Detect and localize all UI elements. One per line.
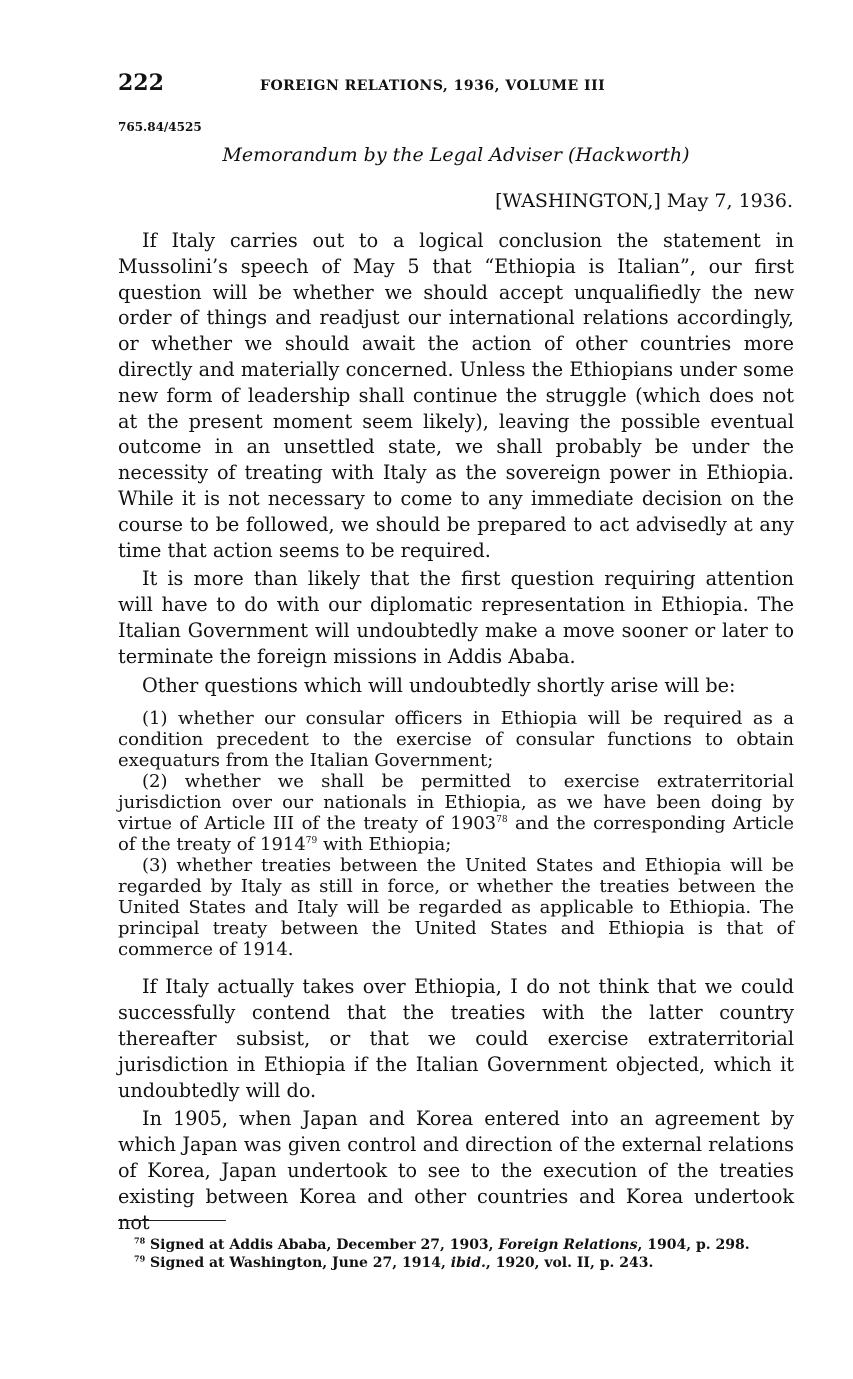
- footnote-text: , 1904, p. 298.: [637, 1237, 750, 1253]
- list-item: (1) whether our consular officers in Ethiopia will be required as a condition precedent to the exercise of consular functions to obtain exequaturs from the Italian Government;: [118, 708, 794, 772]
- paragraph: If Italy carries out to a logical conclusion the statement in Mussolini’s speech of May 5 that “Ethiopia is Italian”, our first question will be whether we should accept unqualifiedly the new order of things and readjust our international relations accordingly, or whether we should await the action of other countries more directly and materially concerned. Unless the Ethiopians under some new form of leadership shall continue the struggle (which does not at the present moment seem likely), leaving the possible eventual outcome in an unsettled state, we shall probably be under the necessity of treating with Italy as the sovereign power in Ethiopia. While it is not necessary to come to any immediate decision on the course to be followed, we should be prepared to act advisedly at any time that action seems to be required.: [118, 229, 794, 562]
- footnote-reference: 78: [496, 815, 508, 826]
- document-title: Memorandum by the Legal Adviser (Hackworth): [222, 144, 690, 166]
- footnote-marker: 79: [134, 1253, 146, 1264]
- file-number: 765.84/4525: [118, 120, 202, 134]
- footnote-text: , 1920, vol. II, p. 243.: [485, 1255, 654, 1271]
- footnote-text: Signed at Washington, June 27, 1914,: [145, 1255, 451, 1271]
- footnote-text: Signed at Addis Ababa, December 27, 1903,: [145, 1237, 499, 1253]
- running-title: FOREIGN RELATIONS, 1936, VOLUME III: [260, 78, 606, 94]
- footnote-source: ibid.: [450, 1255, 486, 1271]
- body-text: [118, 228, 794, 1235]
- list-item-text: (2) whether we shall be permitted to exercise extraterritorial jurisdiction over our nationals in Ethiopia, as we have been doing by virtue of Article III of the treaty of 1903: [118, 771, 794, 835]
- footnote-source: Foreign Relations: [498, 1237, 638, 1253]
- dateline: [WASHINGTON,] May 7, 1936.: [495, 190, 793, 212]
- page-number: 222: [118, 70, 164, 96]
- footnote-divider: [118, 1220, 226, 1221]
- paragraph: Other questions which will undoubtedly shortly arise will be:: [142, 673, 736, 697]
- list-item-text: with Ethiopia;: [317, 834, 452, 856]
- paragraph: If Italy actually takes over Ethiopia, I do not think that we could successfully contend that the treaties with the latter country thereafter subsist, or that we could exercise extraterritorial jurisdiction in Ethiopia if the Italian Government objected, which it undoubtedly will do.: [118, 975, 794, 1102]
- paragraph: In 1905, when Japan and Korea entered into an agreement by which Japan was given control and direction of the external relations of Korea, Japan undertook to see to the execution of the treaties existing between Korea and other countries and Korea undertook not: [118, 1107, 794, 1234]
- list-item-text: and the corresponding Article of the treaty of 1914: [118, 813, 794, 856]
- paragraph: It is more than likely that the first question requiring attention will have to do with our diplomatic representation in Ethiopia. The Italian Government will undoubtedly make a move sooner or later to terminate the foreign missions in Addis Ababa.: [118, 567, 794, 668]
- footnote-78: [134, 1236, 794, 1254]
- page-header: [118, 70, 794, 104]
- footnote-79: [134, 1254, 794, 1272]
- list-item: [118, 771, 794, 855]
- list-item: (3) whether treaties between the United States and Ethiopia will be regarded by Italy as still in force, or whether the treaties between the United States and Italy will be regarded as applicable to Ethiopia. The principal treaty between the United States and Ethiopia is that of commerce of 1914.: [118, 855, 794, 961]
- footnote-marker: 78: [134, 1235, 146, 1246]
- footnote-reference: 79: [305, 836, 318, 847]
- footnotes: [134, 1236, 794, 1272]
